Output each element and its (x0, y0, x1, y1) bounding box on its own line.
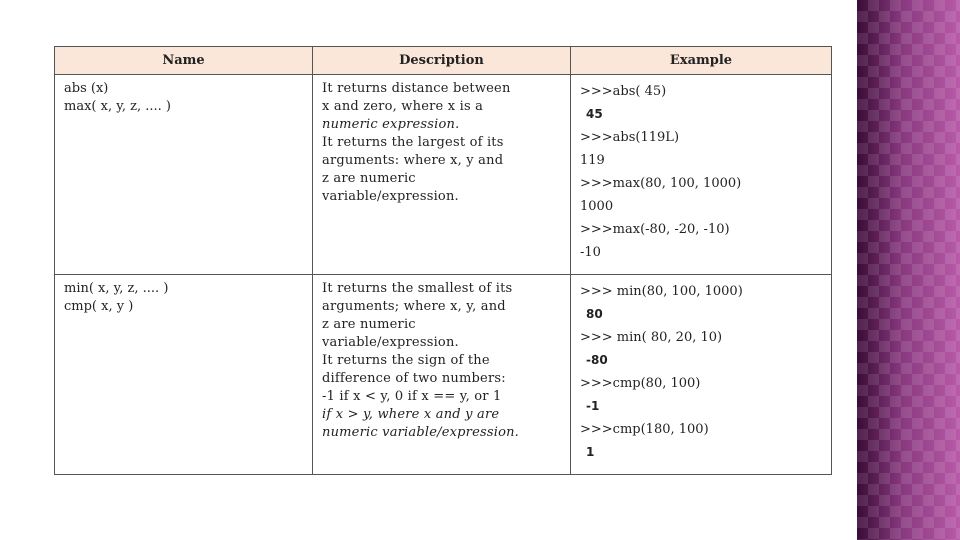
example-output: -80 (586, 353, 608, 367)
description-cell (313, 75, 571, 275)
function-name: min( x, y, z, .... ) (64, 281, 169, 296)
example-output: 45 (586, 107, 603, 121)
description-line: numeric expression. (322, 117, 460, 132)
example-input: >>>cmp(80, 100) (580, 376, 701, 391)
description-line: x and zero, where x is a (322, 99, 484, 114)
example-input: >>>max(-80, -20, -10) (580, 222, 730, 237)
example-input: >>>abs(119L) (580, 130, 680, 145)
description-line: z are numeric (322, 171, 416, 186)
function-name: abs (x) (64, 81, 109, 96)
example-output: 1000 (580, 199, 614, 214)
table-row (55, 75, 832, 275)
description-line: It returns the largest of its (322, 135, 504, 150)
example-output: -1 (586, 399, 600, 413)
name-cell (55, 275, 313, 475)
description-line: arguments; where x, y, and (322, 299, 506, 314)
description-line: difference of two numbers: (322, 371, 506, 386)
description-line: It returns the sign of the (322, 353, 490, 368)
example-input: >>>abs( 45) (580, 84, 667, 99)
example-output: 1 (586, 445, 595, 459)
example-output: -10 (580, 245, 601, 260)
description-line: -1 if x < y, 0 if x == y, or 1 (322, 389, 502, 404)
description-line: if x > y, where x and y are (322, 407, 500, 422)
function-name: cmp( x, y ) (64, 299, 134, 314)
description-cell (313, 275, 571, 475)
example-input: >>> min( 80, 20, 10) (580, 330, 723, 345)
description-line: arguments: where x, y and (322, 153, 504, 168)
header-row (55, 47, 832, 75)
function-name: max( x, y, z, .... ) (64, 99, 171, 114)
header-example: Example (571, 47, 832, 75)
example-input: >>>max(80, 100, 1000) (580, 176, 742, 191)
description-line: variable/expression. (322, 189, 459, 204)
example-input: >>> min(80, 100, 1000) (580, 284, 743, 299)
header-name: Name (55, 47, 313, 75)
example-input: >>>cmp(180, 100) (580, 422, 709, 437)
description-line: numeric variable/expression. (322, 425, 520, 440)
description-line: variable/expression. (322, 335, 459, 350)
description-line: It returns the smallest of its (322, 281, 513, 296)
example-output: 80 (586, 307, 603, 321)
decorative-side-panel (857, 0, 960, 540)
description-line: z are numeric (322, 317, 416, 332)
functions-table (54, 46, 832, 475)
table-row (55, 275, 832, 475)
name-cell (55, 75, 313, 275)
description-line: It returns distance between (322, 81, 511, 96)
example-output: 119 (580, 153, 605, 168)
example-cell (571, 75, 832, 275)
header-description: Description (313, 47, 571, 75)
example-cell (571, 275, 832, 475)
